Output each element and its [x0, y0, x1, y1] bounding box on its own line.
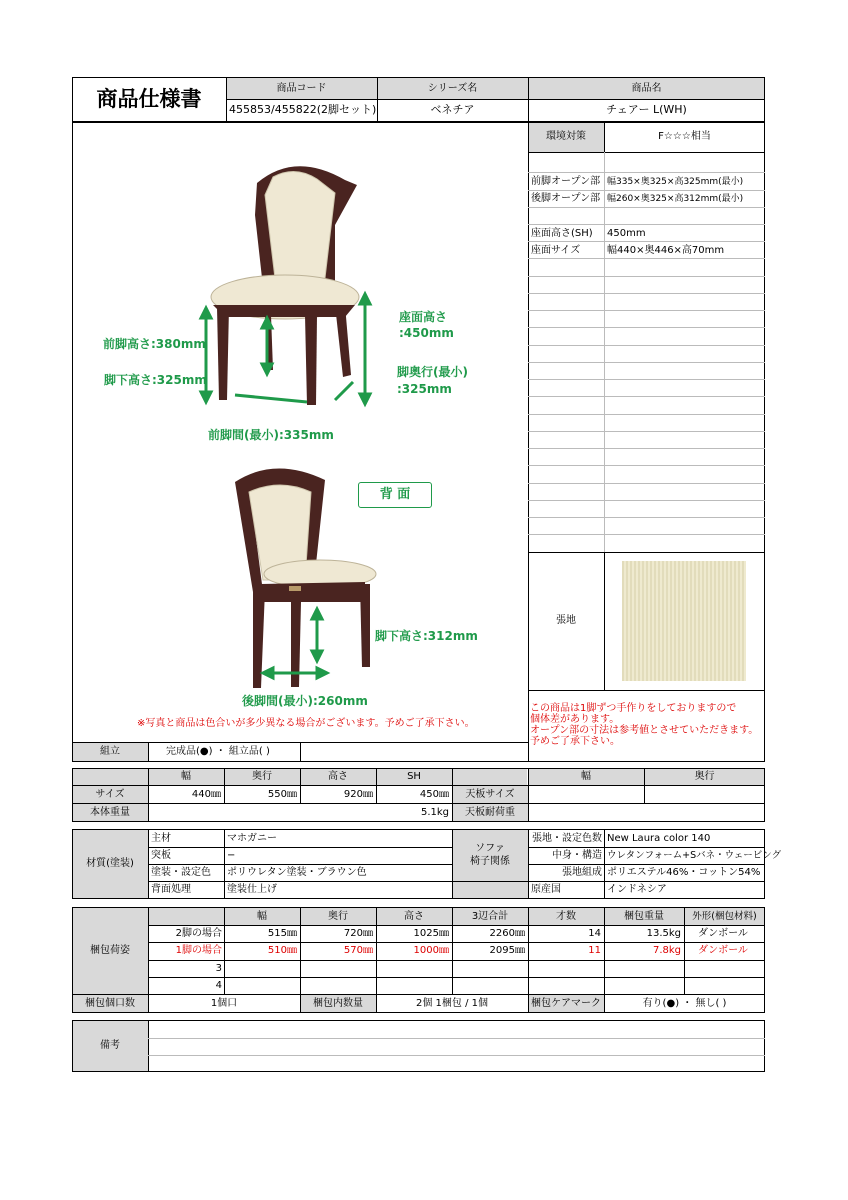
sofa-v1: ウレタンフォーム+Sバネ・ウェービング — [607, 850, 782, 861]
pack-r2-sai: 11 — [588, 945, 601, 956]
doc-title: 商品仕様書 — [96, 87, 202, 111]
remark-line-4: 予めご了承下さい。 — [530, 736, 620, 747]
sofa-label-2: 椅子関係 — [470, 856, 510, 867]
under-leg-height: 脚下高さ:325mm — [104, 373, 207, 387]
sofa-k0: 張地・設定色数 — [532, 833, 602, 844]
series-label: シリーズ名 — [427, 83, 478, 94]
leg-depth-label: 脚奥行(最小) — [397, 365, 468, 379]
material-k1: 突板 — [151, 850, 171, 861]
pack-h-weight: 梱包重量 — [624, 911, 664, 922]
pack-count-label: 梱包個口数 — [85, 998, 135, 1009]
dimension-arrows-back — [255, 585, 385, 685]
pack-r1-sum: 2260㎜ — [489, 928, 525, 939]
pack-r2-h: 1000㎜ — [413, 945, 449, 956]
product-value: チェアー L(WH) — [606, 103, 687, 116]
size-h-height: 高さ — [328, 771, 348, 782]
material-v1: − — [227, 850, 236, 861]
pack-r3-name: 3 — [215, 963, 222, 974]
assembly-label: 組立 — [100, 746, 120, 757]
top-h-width: 幅 — [581, 771, 591, 782]
weight-label: 本体重量 — [90, 807, 130, 818]
pack-r1-kg: 13.5kg — [646, 928, 681, 939]
rear-under-height: 脚下高さ:312mm — [375, 629, 478, 643]
leg-depth-value: :325mm — [397, 382, 452, 396]
fabric-label: 張地 — [556, 615, 576, 626]
code-value: 455853/455822(2脚セット) — [229, 103, 377, 116]
pack-r2-mat: ダンボール — [698, 945, 748, 956]
sofa-v2: ポリエステル46%・コットン54% — [607, 867, 761, 878]
env-label: 環境対策 — [546, 131, 586, 142]
top-h-depth: 奥行 — [694, 771, 715, 782]
material-label: 材質(塗装) — [86, 858, 134, 869]
pack-r2-w: 510㎜ — [267, 945, 297, 956]
pack-h-height: 高さ — [404, 911, 424, 922]
pack-h-sai: 才数 — [556, 911, 576, 922]
pack-inner-label: 梱包内数量 — [313, 998, 363, 1009]
rear-open-label: 後脚オープン部 — [531, 193, 601, 204]
remark-line-3: オープン部の寸法は参考値とさせていただきます。 — [530, 725, 759, 736]
seat-height-label: 座面高さ — [399, 310, 448, 324]
pack-r2-d: 570㎜ — [343, 945, 373, 956]
material-v2: ポリウレタン塗装・ブラウン色 — [227, 867, 367, 878]
size-h-width: 幅 — [181, 771, 191, 782]
pack-r1-name: 2脚の場合 — [175, 928, 222, 939]
pack-r1-mat: ダンボール — [698, 928, 748, 939]
sofa-v0: New Laura color 140 — [607, 833, 711, 844]
assembly-value: 完成品(●) ・ 組立品( ) — [166, 746, 270, 757]
pack-r1-h: 1025㎜ — [413, 928, 449, 939]
size-depth: 550㎜ — [267, 789, 297, 800]
fabric-swatch — [622, 561, 746, 681]
front-open-value: 幅335×奥325×高325mm(最小) — [607, 177, 744, 187]
pack-care-value: 有り(●) ・ 無し( ) — [642, 998, 727, 1009]
dimension-arrows-front — [195, 290, 380, 410]
pack-h-sum: 3辺合計 — [471, 911, 509, 922]
remark-line-2: 個体差があります。 — [530, 714, 620, 725]
front-open-label: 前脚オープン部 — [531, 176, 601, 187]
seat-height-value: :450mm — [399, 326, 454, 340]
top-load-label: 天板耐荷重 — [465, 807, 515, 818]
sofa-label-1: ソファ — [475, 843, 505, 854]
code-label: 商品コード — [276, 83, 327, 94]
remarks-table — [72, 1020, 765, 1072]
sofa-k3: 原産国 — [531, 884, 561, 895]
pack-h-depth: 奥行 — [328, 911, 348, 922]
size-h-depth: 奥行 — [252, 771, 272, 782]
size-label: サイズ — [95, 789, 125, 800]
remarks-label: 備考 — [100, 1040, 120, 1051]
seat-height-sh-label: 座面高さ(SH) — [531, 228, 593, 239]
sofa-k2: 張地組成 — [562, 867, 602, 878]
packing-label: 梱包荷姿 — [90, 945, 130, 956]
product-label: 商品名 — [631, 83, 662, 94]
env-value: F☆☆☆相当 — [658, 131, 711, 142]
weight-value: 5.1kg — [420, 807, 449, 818]
front-leg-gap: 前脚間(最小):335mm — [208, 428, 334, 442]
material-k3: 背面処理 — [151, 884, 191, 895]
series-value: ベネチア — [430, 103, 475, 116]
pack-h-material: 外形(梱包材料) — [692, 911, 757, 922]
pack-h-width: 幅 — [257, 911, 267, 922]
material-v0: マホガニー — [227, 833, 277, 844]
pack-care-label: 梱包ケアマーク — [531, 998, 601, 1009]
size-sh: 450㎜ — [419, 789, 449, 800]
material-k2: 塗装・設定色 — [151, 867, 211, 878]
seat-size-value: 幅440×奥446×高70mm — [607, 245, 725, 256]
size-width: 440㎜ — [191, 789, 221, 800]
pack-r4-name: 4 — [215, 980, 222, 991]
material-v3: 塗装仕上げ — [227, 884, 277, 895]
sofa-k1: 中身・構造 — [552, 850, 602, 861]
pack-r1-d: 720㎜ — [343, 928, 373, 939]
material-k0: 主材 — [151, 833, 171, 844]
pack-r2-name: 1脚の場合 — [175, 945, 222, 956]
pack-r2-kg: 7.8kg — [652, 945, 681, 956]
front-leg-height: 前脚高さ:380mm — [103, 337, 206, 351]
pack-r1-sai: 14 — [588, 928, 601, 939]
pack-r2-sum: 2095㎜ — [489, 945, 525, 956]
pack-r1-w: 515㎜ — [267, 928, 297, 939]
remark-line-1: この商品は1脚ずつ手作りをしておりますので — [530, 703, 737, 714]
size-height: 920㎜ — [343, 789, 373, 800]
pack-count-value: 1個口 — [210, 998, 238, 1009]
rear-leg-gap: 後脚間(最小):260mm — [242, 694, 368, 708]
rear-open-value: 幅260×奥325×高312mm(最小) — [607, 194, 744, 204]
size-h-sh: SH — [407, 771, 421, 782]
top-size-label: 天板サイズ — [465, 789, 515, 800]
photo-note: ※写真と商品は色合いが多少異なる場合がございます。予めご了承下さい。 — [137, 718, 475, 729]
back-view-label: 背 面 — [358, 482, 432, 508]
pack-inner-value: 2個 1梱包 / 1個 — [416, 998, 488, 1009]
seat-size-label: 座面サイズ — [531, 245, 581, 256]
sofa-v3: インドネシア — [607, 884, 667, 895]
seat-height-sh-value: 450mm — [607, 228, 646, 239]
